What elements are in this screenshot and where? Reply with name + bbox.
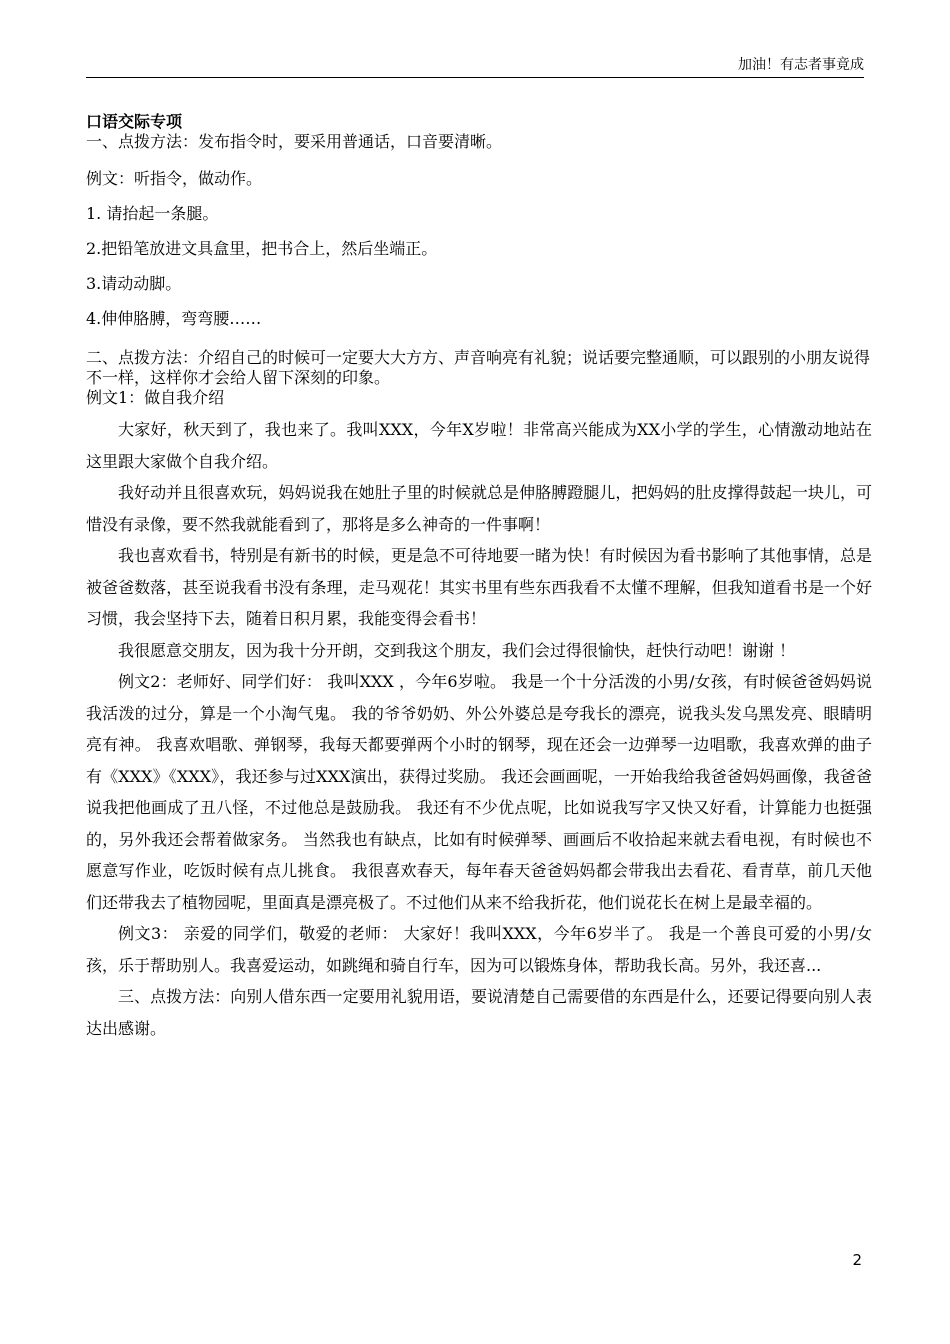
- section1-item-3: 3.请动动脚。: [86, 274, 182, 293]
- example1-paragraph-3: 我也喜欢看书，特别是有新书的时候，更是急不可待地要一睹为快！有时候因为看书影响了其他事情，总是被爸爸数落，甚至说我看书没有条理，走马观花！其实书里有些东西我看不太懂不理解，但我知道看书是一个好习惯，我会坚持下去，随着日积月累，我能变得会看书！: [86, 546, 872, 628]
- section1-item-4: 4.伸伸胳膊，弯弯腰……: [86, 309, 262, 328]
- example2-paragraph: 例文2：老师好、同学们好： 我叫XXX ，今年6岁啦。 我是一个十分活泼的小男/女孩，有时候爸爸妈妈说我活泼的过分，算是一个小淘气鬼。 我的爷爷奶奶、外公外婆总是夸我长的漂亮，说我头发乌黑发亮、眼睛明亮有神。 我喜欢唱歌、弹钢琴，我每天都要弹两个小时的钢琴，现在还会一边弹琴一边唱歌，我喜欢弹的曲子有《XXX》《XXX》，我还参与过XXX演出，获得过奖励。 我还会画画呢，一开始我给我爸爸妈妈画像，我爸爸说我把他画成了丑八怪，不过他总是鼓励我。 我还有不少优点呢，比如说我写字又快又好看，计算能力也挺强的，另外我还会帮着做家务。 当然我也有缺点，比如有时候弹琴、画画后不收拾起来就去看电视，有时候也不愿意写作业，吃饭时候有点儿挑食。 我很喜欢春天，每年春天爸爸妈妈都会带我出去看花、看青草，前几天他们还带我去了植物园呢，里面真是漂亮极了。不过他们从来不给我折花，他们说花长在树上是最幸福的。: [86, 672, 872, 912]
- page-number: 2: [852, 1251, 862, 1269]
- section3-method: 三、点拨方法：向别人借东西一定要用礼貌用语，要说清楚自己需要借的东西是什么，还要记得要向别人表达出感谢。: [86, 987, 872, 1038]
- section1-example-intro: 例文：听指令，做动作。: [86, 169, 263, 188]
- section1-method: 一、点拨方法：发布指令时，要采用普通话，口音要清晰。: [86, 132, 503, 151]
- example1-paragraph-2: 我好动并且很喜欢玩，妈妈说我在她肚子里的时候就总是伸胳膊蹬腿儿，把妈妈的肚皮撑得鼓起一块儿，可惜没有录像，要不然我就能看到了，那将是多么神奇的一件事啊！: [86, 483, 872, 534]
- page-title: 口语交际专项: [86, 112, 183, 131]
- section1-item-1: 1. 请抬起一条腿。: [86, 204, 219, 223]
- example1-paragraph-1: 大家好，秋天到了，我也来了。我叫XXX，今年X岁啦！非常高兴能成为XX小学的学生，心情激动地站在这里跟大家做个自我介绍。: [86, 420, 872, 471]
- document-body: [86, 112, 872, 1044]
- example1-body: [86, 414, 872, 1044]
- section1-item-2: 2.把铅笔放进文具盒里，把书合上，然后坐端正。: [86, 239, 438, 258]
- example3-paragraph: 例文3： 亲爱的同学们，敬爱的老师： 大家好！我叫XXX，今年6岁半了。 我是一个善良可爱的小男/女孩，乐于帮助别人。我喜爱运动，如跳绳和骑自行车，因为可以锻炼身体，帮助我长高。另外，我还喜...: [86, 924, 872, 975]
- header-slogan: 加油！有志者事竟成: [738, 57, 864, 73]
- page-header: [86, 56, 864, 78]
- section2-example1-title: 例文1：做自我介绍: [86, 388, 225, 407]
- section2-method: 二、点拨方法：介绍自己的时候可一定要大大方方、声音响亮有礼貌；说话要完整通顺，可以跟别的小朋友说得不一样，这样你才会给人留下深刻的印象。: [86, 348, 871, 387]
- example1-paragraph-4: 我很愿意交朋友，因为我十分开朗，交到我这个朋友，我们会过得很愉快，赶快行动吧！谢谢 ！: [118, 640, 796, 660]
